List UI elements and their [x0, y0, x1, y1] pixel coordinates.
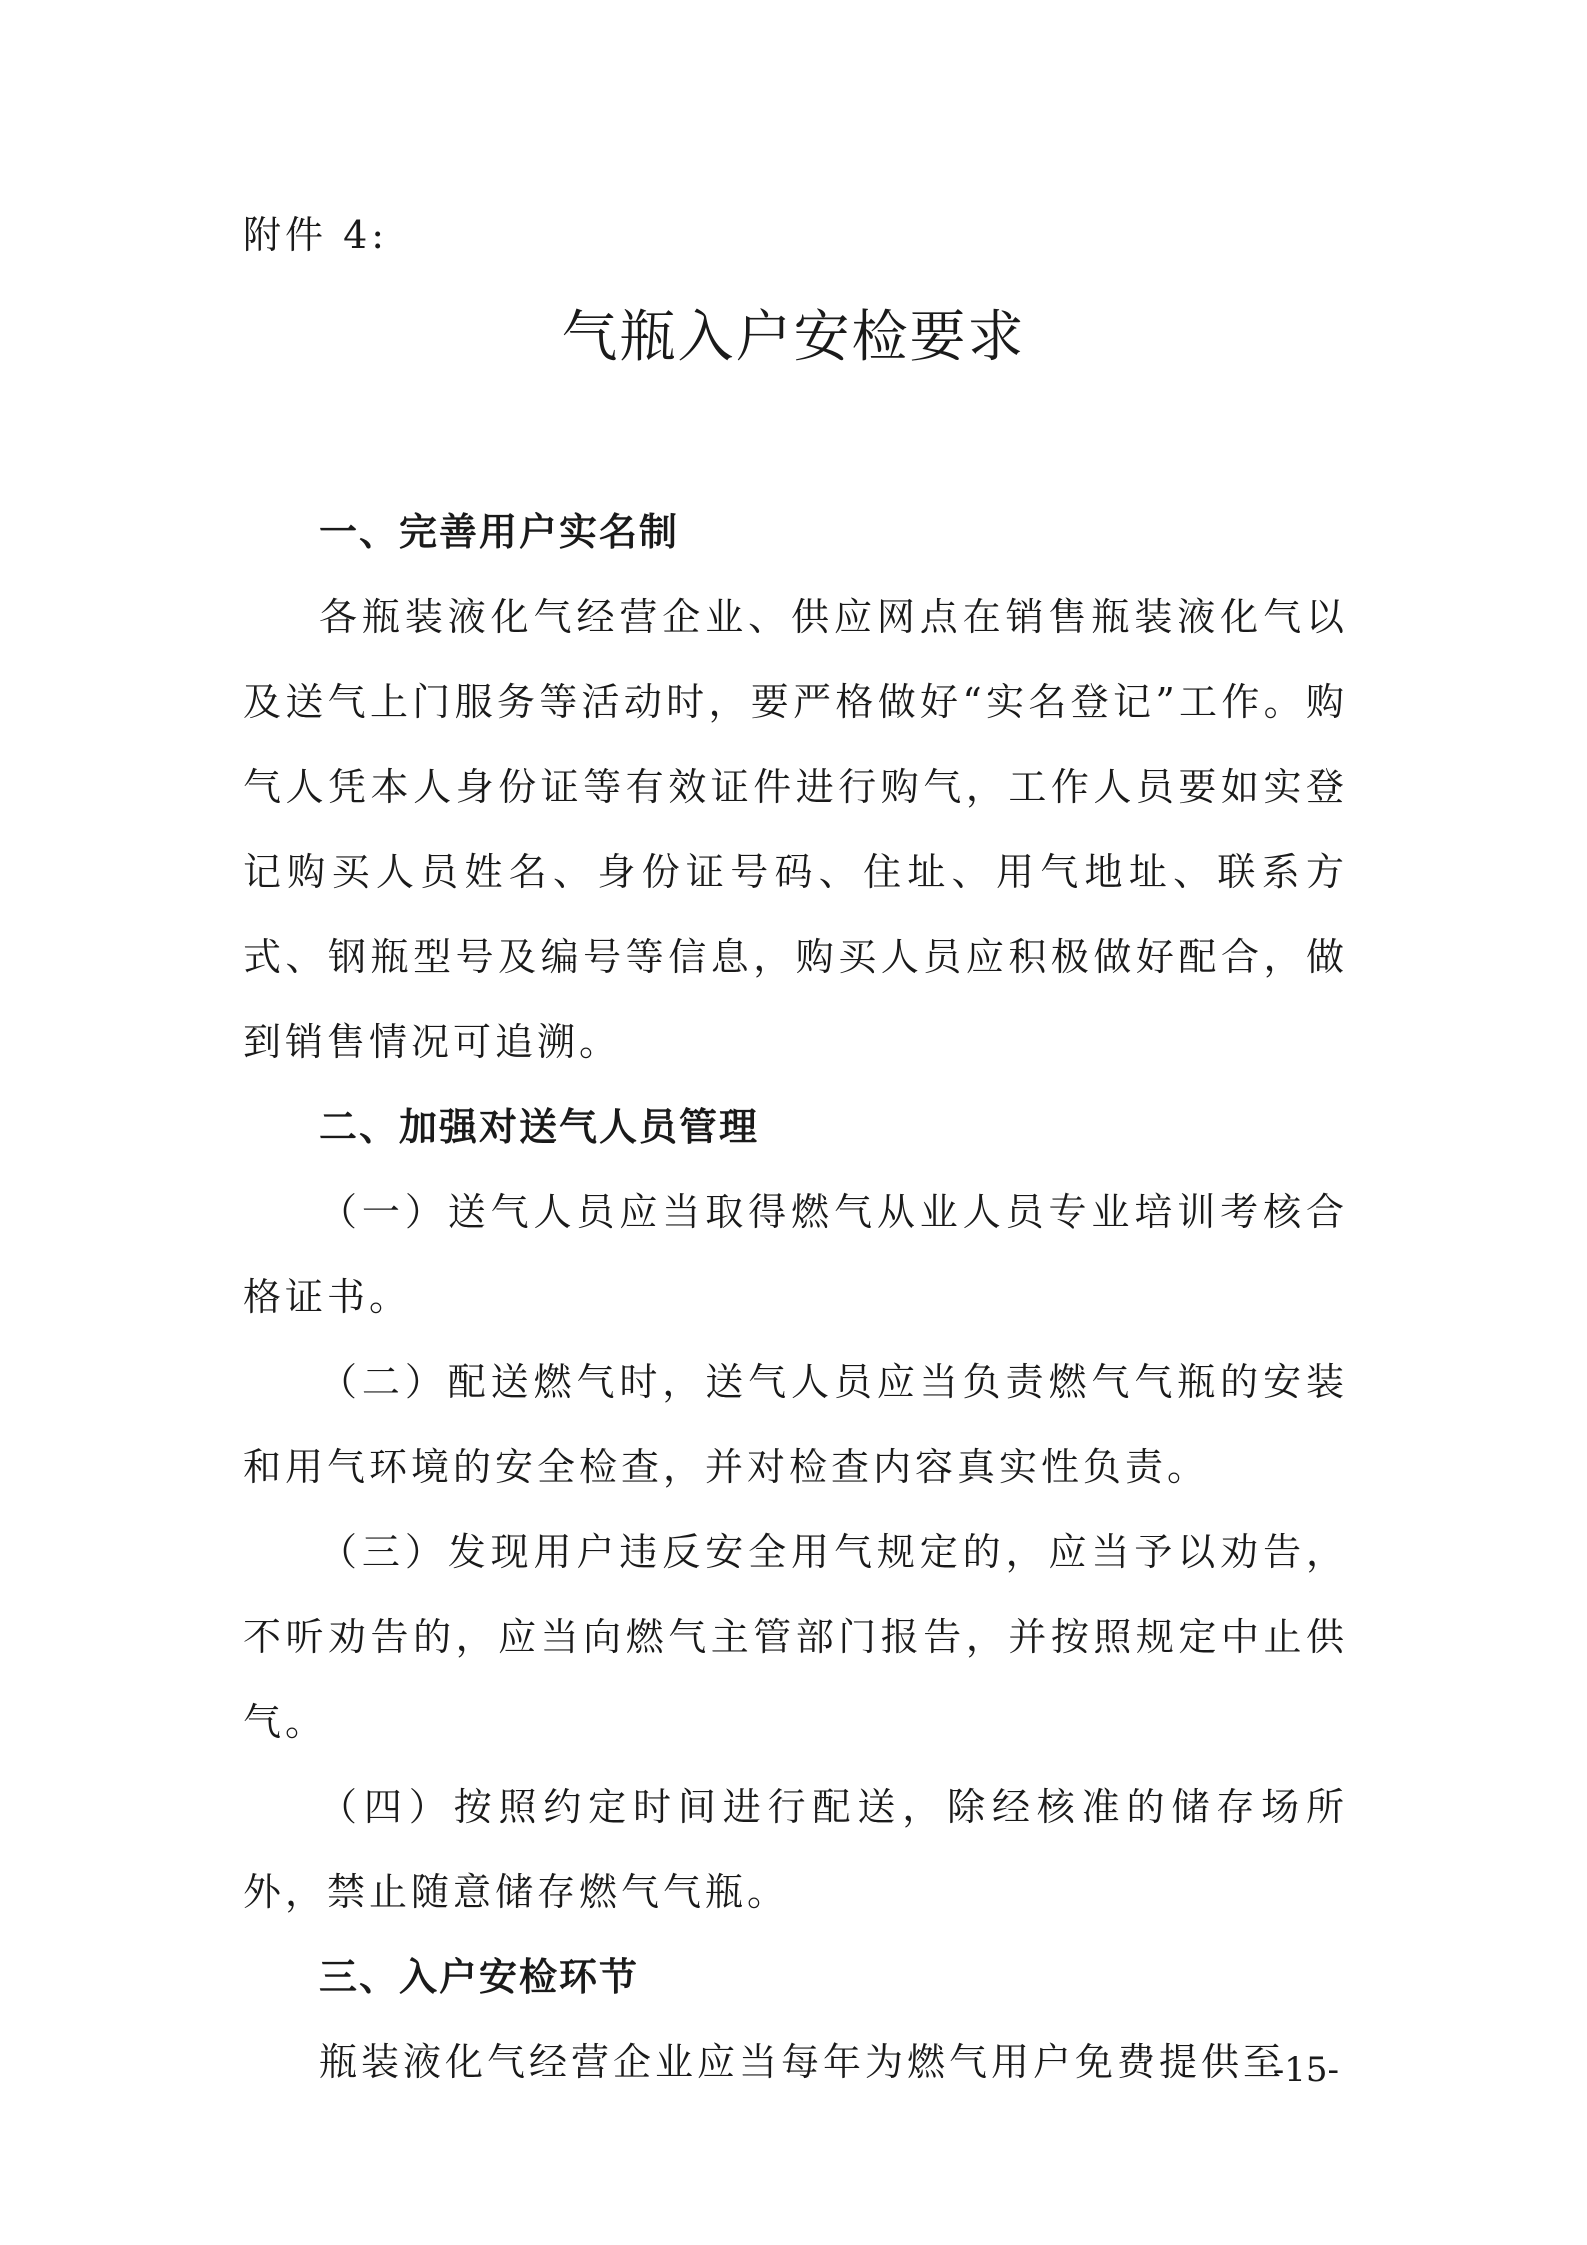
section-paragraph: 瓶装液化气经营企业应当每年为燃气用户免费提供至: [319, 2040, 1286, 2084]
section-paragraph: （二）配送燃气时，送气人员应当负责燃气气瓶的安装和用气环境的安全检查，并对检查内容真实性负责。: [243, 1360, 1348, 1489]
section-paragraph: （三）发现用户违反安全用气规定的，应当予以劝告，不听劝告的，应当向燃气主管部门报告，并按照规定中止供气。: [243, 1530, 1348, 1744]
section-heading: 一、完善用户实名制: [319, 510, 680, 554]
section-paragraph: （四）按照约定时间进行配送，除经核准的储存场所外，禁止随意储存燃气气瓶。: [243, 1785, 1348, 1914]
page-number: -15-: [1272, 2050, 1339, 2090]
section-heading: 二、加强对送气人员管理: [319, 1105, 760, 1149]
document-title: 气瓶入户安检要求: [561, 305, 1026, 370]
section-heading: 三、入户安检环节: [319, 1955, 640, 1999]
attachment-label: 附件 4:: [243, 213, 389, 257]
section-paragraph: 各瓶装液化气经营企业、供应网点在销售瓶装液化气以及送气上门服务等活动时，要严格做好“实名登记”工作。购气人凭本人身份证等有效证件进行购气，工作人员要如实登记购买人员姓名、身份证号码、住址、用气地址、联系方式、钢瓶型号及编号等信息，购买人员应积极做好配合，做到销售情况可追溯。: [243, 595, 1348, 1064]
section-paragraph: （一）送气人员应当取得燃气从业人员专业培训考核合格证书。: [243, 1190, 1348, 1319]
document-body: [243, 490, 1348, 2105]
